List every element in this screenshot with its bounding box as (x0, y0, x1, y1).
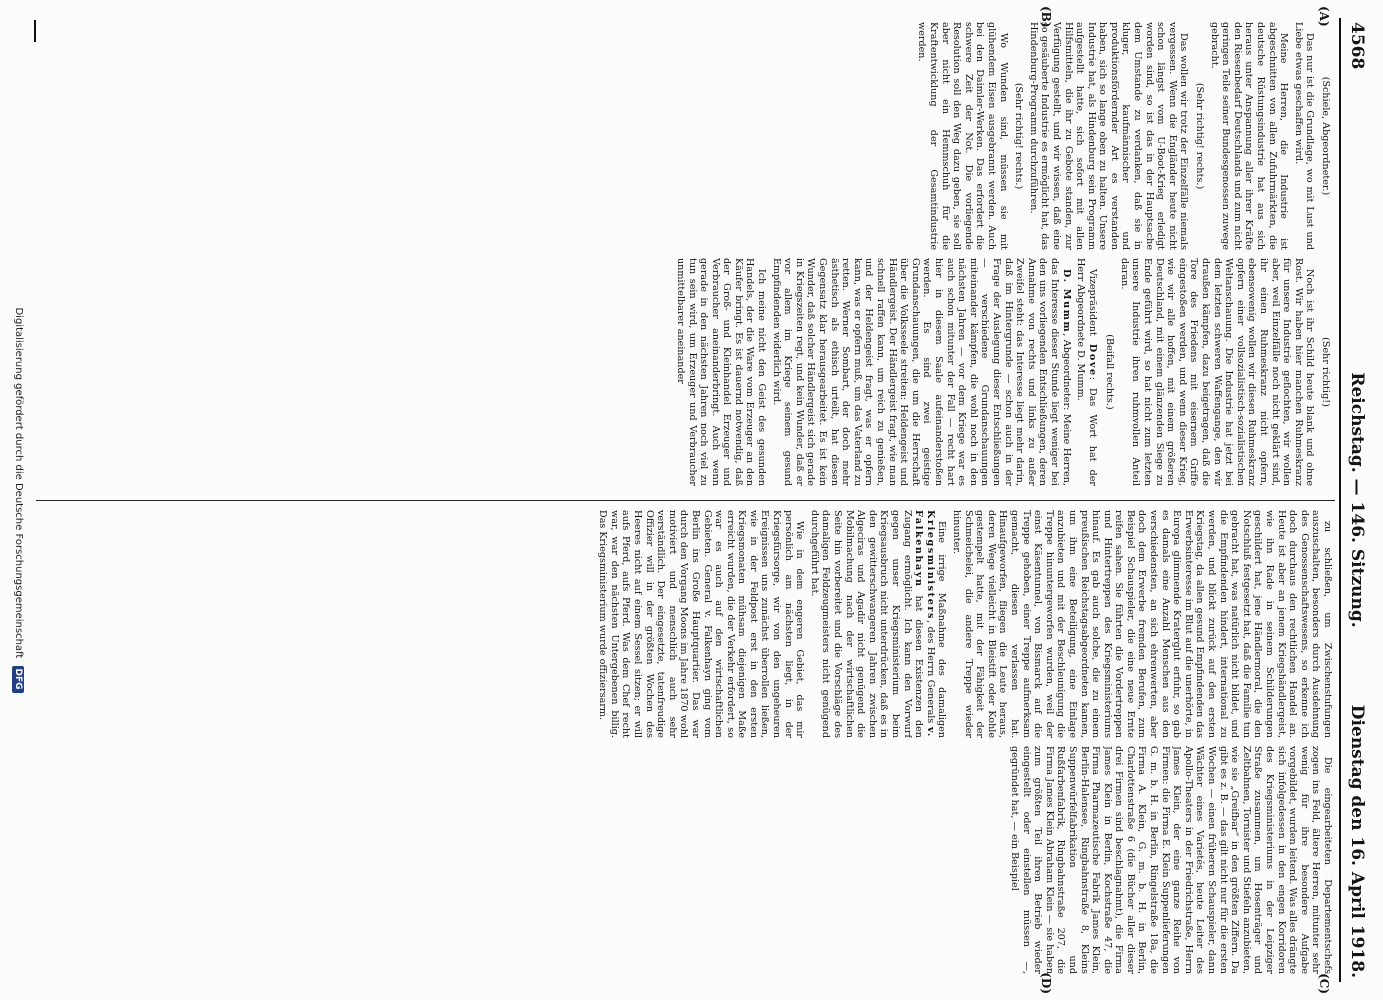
speaker-attribution: (Schiele, Abgeordneter.) (1320, 76, 1331, 196)
margin-marker-a: (A) (1317, 6, 1331, 27)
speaker-text: : Das Wort hat der Herr Abgeordnete D. Mumm. (1075, 258, 1098, 486)
text-column-3 (40, 510, 1333, 738)
applause-note: (Beifall rechts.) (1104, 334, 1116, 410)
speaker-role: Vizepräsident (1086, 269, 1098, 336)
text-column-4 (40, 746, 1333, 974)
highlight-term: Kriegsministers (924, 510, 936, 621)
text-column-2 (40, 258, 1333, 486)
column-divider (36, 500, 1335, 501)
paragraph: Wie in dem engeren Gebiet, das mir persönlich am nächsten liegt, in der Kriegsfürsorge, wir von den ungeheuren Ereignissen uns zunächst überrollen ließen, wie in der Feldpost erst in den ersten Kriegsmonaten mühsam diejenigen Maße erreicht wurden, die der Verkehr erfordert, so war es auch auf den wirtschaftlichen Gebieten. General v. Falkenhayn ging vom Berlin ins Große Hauptquartier. Das war durch den Vorgang Moons im Jahre 1870 wohl motiviert und menschlich auch sehr verständlich. Der eingesetzte, tatenfreudige Offizier will in der größten Wochen des Heeres nicht auf einem Sessel sitzen; er will aufs Pferd, aufs Pferd. Was dem Chef recht war, war den nächsten Untergebenen billig. Das Kriegsministerium wurde offiziersarm. (597, 510, 806, 738)
corner-mark (34, 20, 36, 42)
paragraph: Wo Wunden sind, müssen sie mit glühendem Eisen ausgebrannt werden. Auch bei den Daimler-Werken. Das erfordert die schwere Zeit der Not. Die vorliegende Resolution soll den Weg dazu geben, sie soll aber nicht ein Hemmschuh für die Kraftentwicklung der Gesamtindustrie werden. (916, 22, 1009, 250)
paragraph: Das wollen wir trotz der Einzelfälle niemals vergessen. Wenn die Engländer heute nicht schon längst vom U-Boot-Krieg erledigt worden sind, so ist das in der Hauptsache dem Umstande zu verdanken, daß sie in kluger, kaufmännischer und produktionsfördernder Art es verstanden haben, sich so lange oben zu halten. Unsere Industrie hat, als Hindenburg sein Programm aufgestellt hatte, sich sofort mit allen Hilfsmitteln, die ihr zu Gebote standen, zur Verfügung gestellt, und wir wissen, daß eine so gesäuberte Industrie es ermöglicht hat, das Hindenburg-Programm durchzuführen. (1027, 22, 1190, 250)
person-name: v. Falkenhayn (913, 510, 936, 738)
speech-text: , Abgeordneter: Meine Herren, das Interesse dieser Stunde liegt weniger bei den uns vorliegenden Entschließungen, deren Annahme von rechts und links zu außer Zweifel steht: das Interesse liegt mehr darin, daß im Hintergrunde — schon auch in der Frage der Auslegung dieser Entschließungen — verschiedene Grundanschauungen miteinander kämpfen, die wohl noch in den nächsten Jahren — vor dem Kriege war es auch schon mitunter der Fall — recht hart hier in diesem Saale aufeinanderstoßen werden. Es sind zwei geistige Grundanschauungen, die um die Herrschaft über die Volksseele streiten: Heldengeist und Händlergeist. Der Händlergeist fragt, wie man schnell raffen kann, um reich zu genießen, und der Heldengeist fragt, was er opfern kann, was er opfern muß, um das Vaterland zu retten. Werner Sombart, der doch mehr ästhetisch als ethisch urteilt, hat diesen Gegensatz klar herausgearbeitet. Es ist kein Wunder, daß solcher Händlergeist sich gerade in Kriegszeiten regt, und kein Wunder, daß er vor allem im Kriege seinem gesund Empfindenden widerlich wird. (770, 258, 1072, 486)
inline-text: hat diesen Existenzen den Zugang ermöglicht. Ich kann den Vorwurf gegen unser Kriegsministerium beim Kriegsausbruch nicht unterdrücken, daß es in den gewitterschwangeren Jahren zwischen Algeciras und Agadir nicht genügend die Mobilmachung nach der wirtschaftlichen Seite hin vorbereitet und die Vorschläge des damaligen Feldzeugmeisters nicht genügend durchgeführt hat. (808, 510, 925, 738)
paragraph: Die eingearbeiteten Departementschefs zogen ins Feld, ältere Herren, mitunter sehr wenig für ihre besondere Aufgabe vorgebildet, wurden leitend. Was alles drängte sich infolgedessen in den engen Korridoren des Kriegsministeriums in der Leipziger Straße zusammen, um Hosenträger und Zeltbahnen, Tornister und Stiefeln anzubieten, wie sie „Greifbar“ in den größten Ziffern. Da gibt es z. B. — das gilt nicht nur für die ersten Wochen — einen früheren Schauspieler, dann Wächter eines Varietés, heute Leiter des Apollo-Theaters in der Friedrichstraße, Herrn James Klein, der eine ganze Reihe von Firmen: die Firma E. Klein Suppenlieferungen G. m. b. H. in Berlin, Ringelstraße 18a, die Firma A. Klein, G. m. b. H. in Berlin, Charlottenstraße 6 (die Bücher aller dieser drei Firmen sind beschlagnahmt), die Firma James Klein in Berlin, Kochstraße 47, die Firma Pharmazeutische Fabrik James Klein, Berlin-Halensee, Ringbahnstraße 8, Kleins Suppenwürfelfabrikation und Rußfarbenfabrik, Ringbahnstraße 207, die Firma James Klein Abraham Klein — sie haben zum größten Teil ihren Betrieb wieder eingestellt oder einstellen müssen —, gegründet hat, — ein Beispiel (1008, 746, 1333, 974)
paragraph (770, 258, 1071, 486)
margin-marker-d: (D) (1039, 972, 1053, 994)
applause-note: (Sehr richtig! rechts.) (1013, 82, 1025, 190)
digitization-footer (12, 0, 24, 1000)
paragraph: zu schließen, um Zwischenstufungen auszuschalten, besonders durch Ausdehnung des Genossenschaftswesens, so erkenne ich doch durchaus den rechtlichen Handel an. Heute ist aber an jenem Kriegshändlergeist, wie ihn Rade in seinem Schilderungen geschildert hat, jene Händlermoral, die den Notschluß festgesetzt hat, daß die Familie tun gebracht hat, was natürlich nicht bildet, und die Empfindenden hindert, international zu werden, und blickt zurück auf den ersten Kriegstag, da allen gesund Empfindenden das Erwerbsinteresse im Blut auf die unerhörte, in Europa glimmende Kraterglut erfuhr, so gab es damals eine Anzahl Menschen aus den verschiedensten, an sich ehrenwerten, aber doch dem Erwerbe fremden Berufen, zum Beispiel Schauspieler, die eine neue Ernte reifen sahen. Sie führten die Vordertreppen und Hintertreppen des Kriegsministeriums hinauf. Es gab auch solche, die zu einem preußischen Reichstagsabgeordneten kamen, um ihm eine Beteiligung, eine Einlage anzubieten und mit der Beschleunigung die Treppe hinuntergeworfen wurden, weil der einst Käsentunnel, von Bismarck auf die Treppe gehoben, einer Treppe aufmerksam gemacht, diesen verlassen hat. Hinaufgeworfen, fliegen die Leute heraus, deren Wege vielleicht in Bleistift oder Kohle gestempelt hatte, mit der Fähigkeit der Schmeichelei, die andere Treppe wieder hinunter. (951, 510, 1333, 738)
header-rule (1339, 18, 1341, 982)
text-column-1 (40, 22, 1333, 250)
margin-marker-c: (C) (1317, 973, 1331, 994)
page-header (1341, 18, 1371, 982)
inline-text: , des Herrn Generals (924, 620, 936, 724)
inline-text: Eine irrige Maßnahme des damaligen (936, 521, 948, 738)
speaker-name: Dove (1086, 343, 1098, 377)
paragraph: Noch ist ihr Schild heute blank und ohne Rost. Wir haben hier manchen Ruhmeskranz für unsere Industrie geflochten, wir wollen aber, weil Einzelfälle noch nicht geklärt sind, ihr einen Ruhmeskranz nicht opfern, ebensowenig wollen wir diesen Ruhmeskranz opfern einer vollsozialistisch-sozialistischen Weltanschauung. Die Industrie hat jetzt bei dem letzten schweren Waffengange, den wir draußen kämpfen, dazu beigetragen, daß die Tore des Friedens mit eisernem Griffe eingestoßen werden, und wenn dieser Krieg, wie wir alle hoffen, mit einem größeren Deutschland, mit einem glänzenden Siege zu Ende geführt wird, so hat nicht zum letzten unsere Industrie ihren ruhmvollen Anteil daran. (1118, 258, 1316, 486)
speaker-name: D. Mumm (1060, 269, 1072, 334)
footer-text: Digitalisierung gefördert durch die Deutsche Forschungsgemeinschaft (13, 307, 24, 659)
dfg-logo: DFG (12, 666, 24, 693)
header-title: Reichstag. — 146. Sitzung. (1347, 372, 1367, 628)
applause-note: (Sehr richtig!) (1320, 337, 1331, 407)
speaker-announcement (1075, 258, 1098, 486)
header-date: Dienstag den 16. April 1918. (1347, 704, 1367, 978)
paragraph: Das nur ist die Grundlage, wo mit Lust und Liebe etwas geschaffen wird. (1292, 22, 1316, 250)
margin-marker-b: (B) (1039, 6, 1053, 28)
page-number: 4568 (1347, 22, 1367, 70)
paragraph: Ich meine nicht den Geist des gesunden Handels, der die Ware vom Erzeuger an den Käufer bringt. Es ist dauernd notwendig, daß der Groß- und Kleinhandel Erzeuger und Verbraucher aneinanderbringt. Auch wenn gerade in den nächsten Jahren noch viel zu tun sein wird, um Erzeuger und Verbraucher unmittelbarer aneinander (674, 258, 768, 486)
paragraph: Meine Herren, die Industrie ist abgeschnitten von allen Zufuhrmärkten, die deutsche Rüstungsindustrie hat aus sich heraus unter Anspannung aller ihrer Kräfte den Riesenbedarf Deutschlands und zum nicht geringen Teile seiner Bundesgenossen zuwege gebracht. (1208, 22, 1290, 250)
applause-note: (Sehr richtig! rechts.) (1194, 82, 1206, 190)
paragraph (808, 510, 947, 738)
